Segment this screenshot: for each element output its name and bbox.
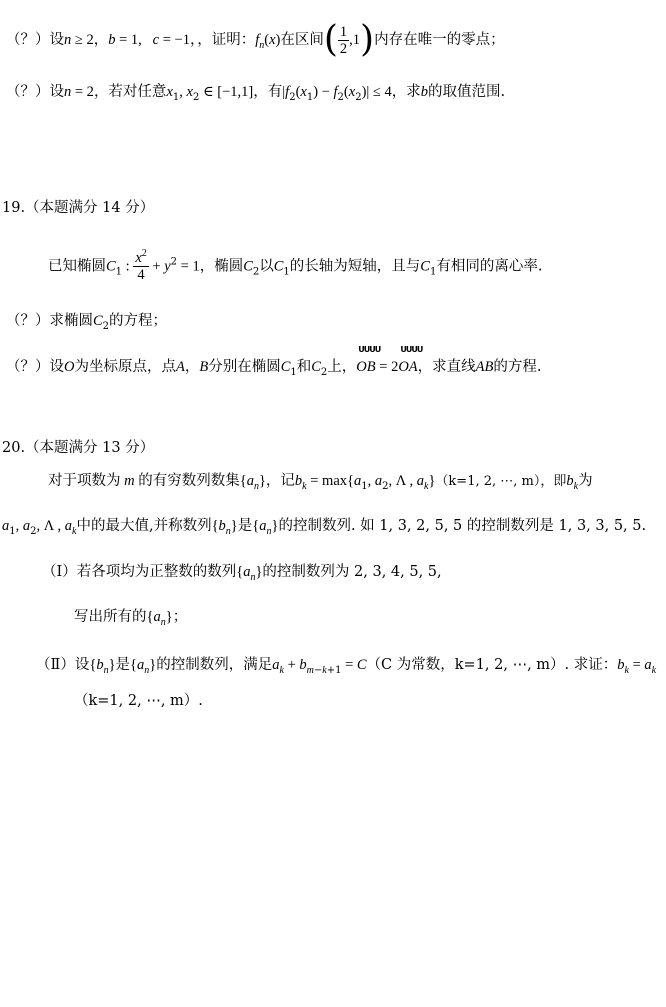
q19-given: 已知椭圆$C_1$ : $\frac{x^2}{4}$ + $y^2 = 1$，椭圆$C_2$以$C_1$的长轴为短轴，且与$C_1$有相同的离心率.	[48, 248, 543, 283]
q20-part2: （Ⅱ）设$\{b_n\}$是$\{a_n\}$的控制数列，满足$a_k + b_{m-k+1} = C(C$ 为常数，k=1, 2, ⋯, m）. 求证：$b_k = a_k$	[36, 657, 657, 676]
part-label: （？）设	[6, 84, 64, 100]
q18-part2: （？）设n ≥ 2，b = 1, c = −1，，证明：$f_n(x)$在区间( $\frac{1}{2}$ ,1)内存在唯一的零点；	[6, 19, 505, 60]
q19-part2: （？）设O为坐标原点，点A，B分别在椭圆$C_1$和$C_2$上， UUUU OB = 2 UUUU OA，求直线AB的方程.	[6, 345, 542, 378]
q20-line2: $a_1$, $a_2$, Λ , $a_k$中的最大值,并称数列$\{b_n\}$是$\{a_n\}$的控制数列. 如 1, 3, 2, 5, 5 的控制数列是 1, 3, 3, 5, 5.	[2, 518, 647, 537]
q19-heading: 19.（本题满分 14 分）	[2, 200, 155, 216]
q19-part1: （？）求椭圆$C_2$的方程；	[6, 313, 168, 332]
math: n	[64, 32, 72, 48]
q20-part1-cont: 写出所有的$\{a_n\}$；	[74, 609, 188, 628]
fraction: $\frac{x^2}{4}$	[135, 248, 147, 283]
fraction: $\frac{1}{2}$	[339, 23, 348, 57]
q20-line1: 对于项数为 m 的有穷数列数集$\{a_n\}$，记$b_k = \max\{a_1$, $a_2$, Λ , $a_k\}(k=1$, 2, ⋯, m），即$b_k$为	[48, 473, 593, 492]
q18-part3: （？）设n = 2，若对任意$x_1$, $x_2$ ∈ [−1,1]，有$|f_2(x_1) - f_2(x_2)| \le 4$，求b的取值范围.	[6, 84, 506, 103]
part-label: （？）设	[6, 32, 64, 48]
q20-part2-cont: （k=1, 2, ⋯, m）.	[74, 693, 203, 709]
q20-part1: （Ⅰ）若各项均为正整数的数列$\{a_n\}$的控制数列为 2, 3, 4, 5, 5,	[42, 564, 442, 583]
q20-heading: 20.（本题满分 13 分）	[2, 440, 155, 456]
